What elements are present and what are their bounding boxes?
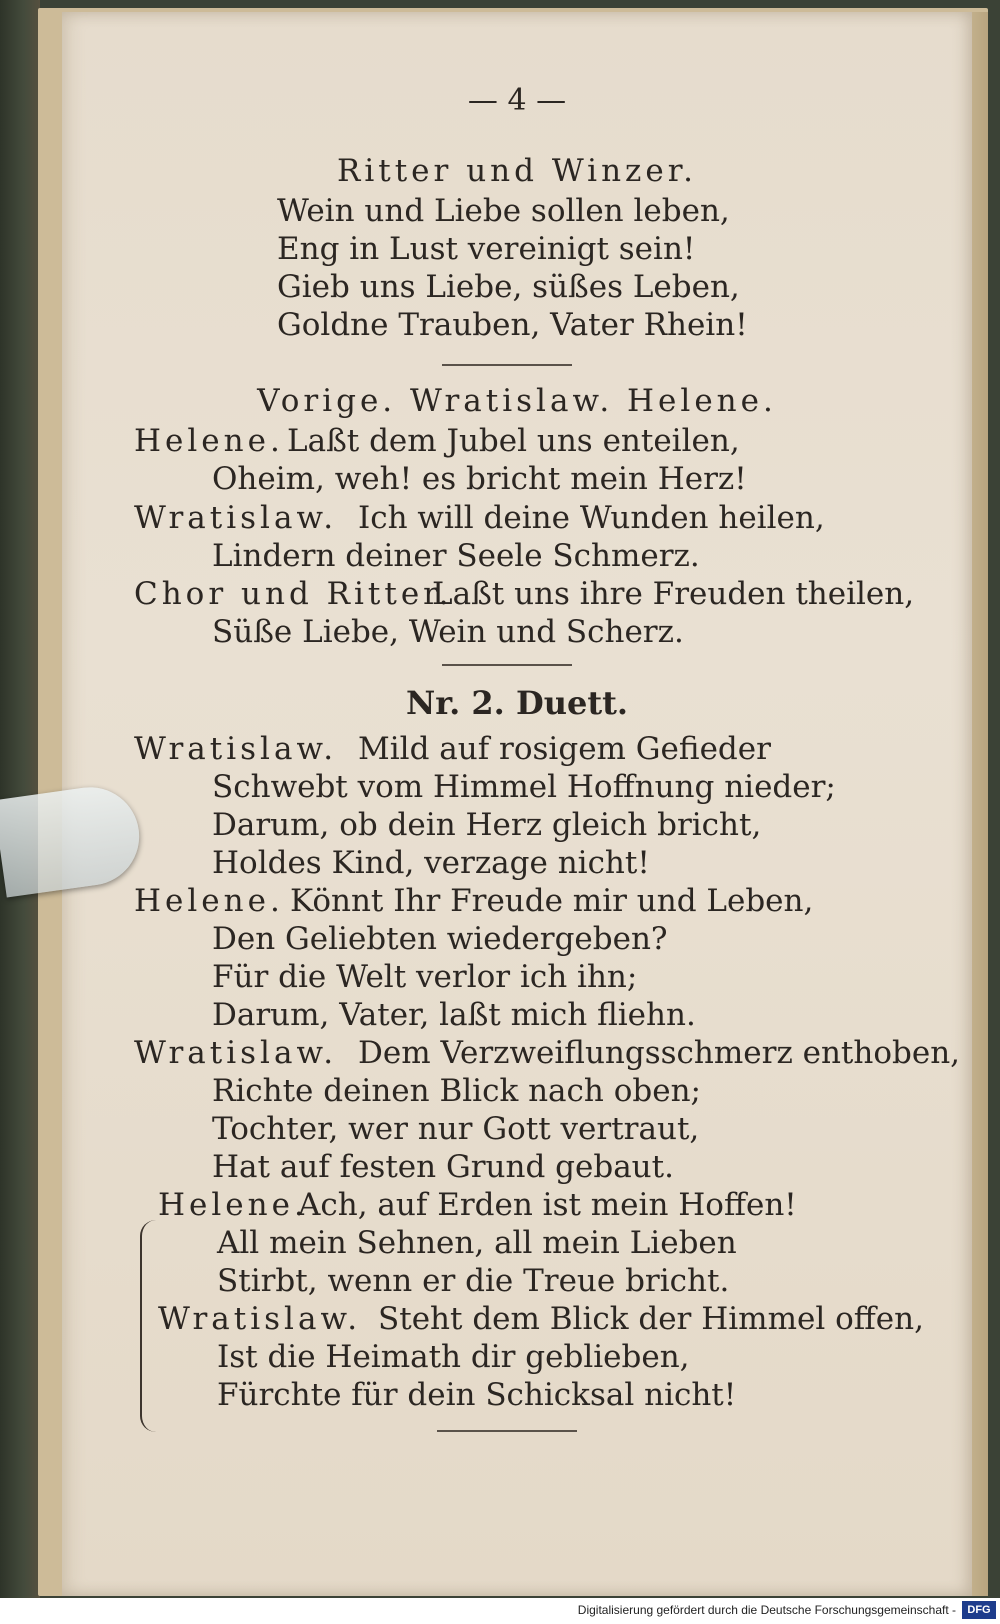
- verse-line: Holdes Kind, verzage nicht!: [212, 845, 650, 881]
- dfg-logo: DFG: [962, 1601, 996, 1619]
- verse-line: Goldne Trauben, Vater Rhein!: [277, 307, 748, 343]
- footer-credit: Digitalisierung gefördert durch die Deutsche Forschungsgemeinschaft -: [577, 1603, 956, 1617]
- verse-line: Laßt dem Jubel uns enteilen,: [287, 423, 740, 459]
- speaker-name: Wratislaw.: [158, 1301, 362, 1337]
- verse-line: Eng in Lust vereinigt sein!: [277, 231, 696, 267]
- speaker-name: Wratislaw.: [134, 731, 338, 767]
- speaker-name: Wratislaw.: [134, 500, 338, 536]
- verse-line: Fürchte für dein Schicksal nicht!: [217, 1377, 737, 1413]
- verse-line: Oheim, weh! es bricht mein Herz!: [212, 461, 747, 497]
- speaker-name: Wratislaw.: [134, 1035, 338, 1071]
- speaker-name: Helene.: [134, 423, 284, 459]
- verse-line: Dem Verzweiflungsschmerz enthoben,: [358, 1035, 961, 1071]
- verse-line: Richte deinen Blick nach oben;: [212, 1073, 701, 1109]
- page-number: — 4 —: [467, 83, 567, 118]
- verse-line: Ist die Heimath dir geblieben,: [217, 1339, 690, 1375]
- verse-line: Darum, Vater, laßt mich fliehn.: [212, 997, 696, 1033]
- speaker-name: Helene.: [158, 1187, 308, 1223]
- verse-line: Darum, ob dein Herz gleich bricht,: [212, 807, 762, 843]
- verse-line: Tochter, wer nur Gott vertraut,: [212, 1111, 700, 1147]
- verse-line: Stirbt, wenn er die Treue bricht.: [217, 1263, 730, 1299]
- verse-line: Lindern deiner Seele Schmerz.: [212, 538, 700, 574]
- section-header: Ritter und Winzer.: [337, 153, 697, 189]
- speaker-name: Chor und Ritter.: [134, 576, 453, 612]
- verse-line: Mild auf rosigem Gefieder: [358, 731, 771, 767]
- verse-line: Hat auf festen Grund gebaut.: [212, 1149, 674, 1185]
- verse-line: Schwebt vom Himmel Hoffnung nieder;: [212, 769, 836, 805]
- divider-rule: [442, 364, 572, 366]
- verse-line: Ach, auf Erden ist mein Hoffen!: [298, 1187, 797, 1223]
- verse-line: All mein Sehnen, all mein Lieben: [217, 1225, 737, 1261]
- verse-line: Den Geliebten wiedergeben?: [212, 921, 668, 957]
- verse-line: Laßt uns ihre Freuden theilen,: [432, 576, 915, 612]
- speaker-name: Helene.: [134, 883, 284, 919]
- verse-line: Süße Liebe, Wein und Scherz.: [212, 614, 684, 650]
- verse-line: Steht dem Blick der Himmel offen,: [378, 1301, 924, 1337]
- footer-bar: [0, 1598, 1000, 1624]
- verse-line: Für die Welt verlor ich ihn;: [212, 959, 638, 995]
- verse-line: Gieb uns Liebe, süßes Leben,: [277, 269, 740, 305]
- verse-line: Ich will deine Wunden heilen,: [358, 500, 825, 536]
- verse-line: Könnt Ihr Freude mir und Leben,: [290, 883, 814, 919]
- page-text: [62, 12, 972, 1596]
- book-page: [62, 12, 972, 1596]
- divider-rule: [442, 664, 572, 666]
- bracket-brace: [140, 1220, 160, 1432]
- divider-rule: [437, 1430, 577, 1432]
- number-title: Nr. 2. Duett.: [405, 684, 629, 722]
- verse-line: Wein und Liebe sollen leben,: [277, 193, 730, 229]
- scene-header: Vorige. Wratislaw. Helene.: [257, 383, 777, 419]
